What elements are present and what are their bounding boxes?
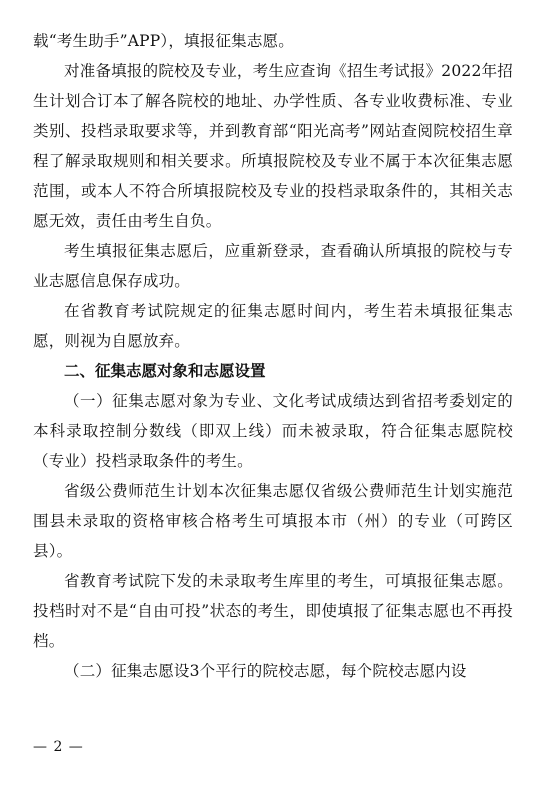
paragraph-app-fill: 载“考生助手”APP），填报征集志愿。 xyxy=(33,32,294,50)
section-heading: 二、征集志愿对象和志愿设置 xyxy=(64,362,266,380)
document-body xyxy=(33,26,513,686)
paragraph-relogin-confirm: 考生填报征集志愿后，应重新登录，查看确认所填报的院校与专业志愿信息保存成功。 xyxy=(33,242,513,290)
paragraph-deadline-waiver: 在省教育考试院规定的征集志愿时间内，考生若未填报征集志愿，则视为自愿放弃。 xyxy=(33,302,513,350)
paragraph-eligible-applicants: （一）征集志愿对象为专业、文化考试成绩达到省招考委划定的本科录取控制分数线（即双上线）而未被录取，符合征集志愿院校（专业）投档录取条件的考生。 xyxy=(33,392,513,470)
paragraph-parallel-choices: （二）征集志愿设3个平行的院校志愿，每个院校志愿内设 xyxy=(64,662,467,680)
paragraph-unadmitted-pool: 省教育考试院下发的未录取考生库里的考生，可填报征集志愿。投档时对不是“自由可投”状态的考生，即使填报了征集志愿也不再投档。 xyxy=(33,572,513,650)
paragraph-normal-student-plan: 省级公费师范生计划本次征集志愿仅省级公费师范生计划实施范围县未录取的资格审核合格考生可填报本市（州）的专业（可跨区县）。 xyxy=(33,482,513,560)
page-number: — 2 — xyxy=(33,739,84,755)
paragraph-school-query: 对准备填报的院校及专业，考生应查询《招生考试报》2022年招生计划合订本了解各院校的地址、办学性质、各专业收费标准、专业类别、投档录取要求等，并到教育部“阳光高考”网站查阅院校招生章程了解录取规则和相关要求。所填报院校及专业不属于本次征集志愿范围，或本人不符合所填报院校及专业的投档录取条件的，其相关志愿无效，责任由考生自负。 xyxy=(33,62,513,230)
